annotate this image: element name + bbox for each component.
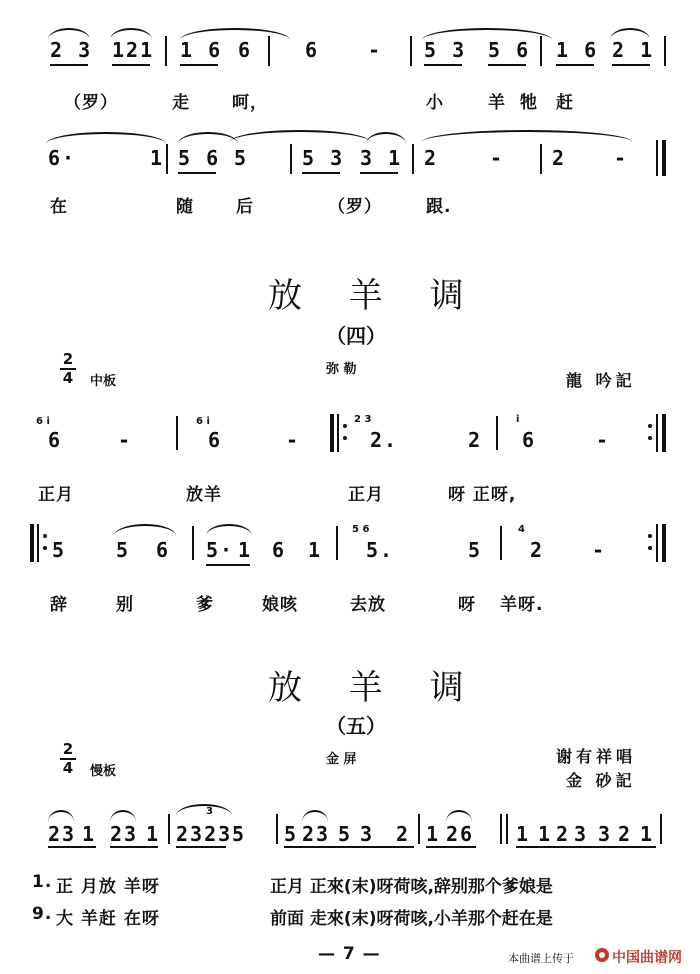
note: 1 xyxy=(238,538,253,562)
note: 23 xyxy=(110,822,139,846)
dash: - xyxy=(592,538,607,562)
lyric: 牠 xyxy=(520,93,538,113)
lyric: 羊呀. xyxy=(500,595,544,615)
slur xyxy=(230,130,370,142)
note: 1 xyxy=(82,822,97,846)
lyric: 羊 xyxy=(488,93,506,113)
repeat-dot xyxy=(343,436,347,440)
note: 3 xyxy=(574,822,589,846)
underline xyxy=(206,564,250,566)
underline xyxy=(48,846,96,848)
note: 6 xyxy=(238,38,253,62)
slur xyxy=(48,810,74,822)
final-barline xyxy=(662,140,666,176)
barline xyxy=(656,140,658,176)
grace-notes: 5 6 xyxy=(352,524,370,535)
lyric: 放羊 xyxy=(186,485,222,505)
tempo-marking: 慢板 xyxy=(90,764,117,779)
dash: - xyxy=(368,38,383,62)
verse-number: 9. xyxy=(32,904,53,924)
note: 6· xyxy=(48,146,77,170)
slur xyxy=(114,524,176,536)
lyric: 在 xyxy=(50,197,68,217)
barline xyxy=(500,814,502,844)
note: 5 xyxy=(116,538,131,562)
barline xyxy=(336,526,338,560)
note: 23 xyxy=(302,822,331,846)
underline xyxy=(284,846,414,848)
barline xyxy=(166,144,168,174)
transcriber-credit: 龍 吟記 xyxy=(566,371,636,390)
underline xyxy=(178,172,216,174)
barline xyxy=(660,814,662,844)
grace-notes: 6 i xyxy=(36,416,50,427)
slur xyxy=(206,524,252,536)
lyric: 正月 xyxy=(38,485,74,505)
site-logo-icon xyxy=(594,947,610,967)
barline xyxy=(290,144,292,174)
lyric: 正 月放 羊呀 xyxy=(56,877,160,897)
lyric: 大 羊赶 在呀 xyxy=(56,909,160,929)
barline xyxy=(176,416,178,450)
underline xyxy=(426,846,476,848)
note-group: 5 3 xyxy=(424,38,467,62)
note: 2 xyxy=(530,538,545,562)
barline xyxy=(165,36,167,66)
dash: - xyxy=(286,428,301,452)
lyric: 赶 xyxy=(556,93,574,113)
slur xyxy=(110,810,136,822)
barline xyxy=(540,144,542,174)
note-group: 2 1 xyxy=(612,38,655,62)
note: 1 xyxy=(308,538,323,562)
note: 1 xyxy=(640,822,655,846)
lyric: （罗） xyxy=(328,197,382,217)
time-signature: 2 4 xyxy=(60,352,76,386)
song-title: 放 羊 调 xyxy=(268,668,482,708)
note: 5 xyxy=(234,146,249,170)
note: 23 xyxy=(48,822,77,846)
note: 5 xyxy=(284,822,299,846)
note: 2 xyxy=(468,428,483,452)
underline xyxy=(302,172,340,174)
barline xyxy=(268,36,270,66)
song-title: 放 羊 调 xyxy=(268,276,482,316)
grace-notes: 2 3 xyxy=(354,414,372,425)
dash: - xyxy=(614,146,629,170)
barline xyxy=(496,416,498,450)
lyric: 呀 xyxy=(458,595,476,615)
lyric: 正月 正來(末)呀荷咳,辞别那个爹娘是 xyxy=(270,877,553,897)
lyric: 辞 xyxy=(50,595,68,615)
barline xyxy=(410,36,412,66)
lyric: 走 xyxy=(172,93,190,113)
lyric: 去放 xyxy=(350,595,386,615)
note-group: 1 6 xyxy=(180,38,223,62)
underline xyxy=(612,64,650,66)
note-group: 2 3 xyxy=(50,38,93,62)
note: 26 xyxy=(446,822,475,846)
repeat-end xyxy=(662,414,666,452)
note: 5. xyxy=(366,538,395,562)
barline xyxy=(276,814,278,844)
lyric: 正月 xyxy=(348,485,384,505)
slur xyxy=(178,132,238,144)
repeat-dot xyxy=(343,424,347,428)
barline xyxy=(506,814,508,844)
note: 2 xyxy=(618,822,633,846)
repeat-dot xyxy=(648,534,652,538)
note-group: 5 6 xyxy=(488,38,531,62)
grace-notes: 4 xyxy=(518,524,525,535)
song-number: （四） xyxy=(326,324,386,348)
underline xyxy=(112,64,150,66)
site-name[interactable]: 中国曲谱网 xyxy=(612,950,682,966)
dash: - xyxy=(490,146,505,170)
note-group: 121 xyxy=(112,38,155,62)
underline xyxy=(516,846,656,848)
note: 5 xyxy=(52,538,67,562)
note: 1 xyxy=(146,822,161,846)
repeat-dot xyxy=(43,534,47,538)
underline xyxy=(110,846,158,848)
note: 2. xyxy=(370,428,399,452)
lyric: 爹 xyxy=(196,595,214,615)
dash: - xyxy=(118,428,133,452)
note: 2 xyxy=(396,822,411,846)
triplet-mark: 3 xyxy=(206,806,213,817)
slur xyxy=(46,132,166,144)
barline xyxy=(656,524,658,562)
repeat-end xyxy=(662,524,666,562)
slur xyxy=(176,804,232,816)
lyric: 跟. xyxy=(426,197,452,217)
tempo-marking: 中板 xyxy=(90,374,117,389)
underline xyxy=(424,64,462,66)
slur xyxy=(422,130,632,142)
slur xyxy=(302,810,328,822)
verse-number: 1. xyxy=(32,872,53,892)
lyric: 小 xyxy=(426,93,444,113)
note: 6 xyxy=(305,38,320,62)
note: 5 xyxy=(468,538,483,562)
repeat-dot xyxy=(648,436,652,440)
song-number: （五） xyxy=(326,714,386,738)
barline xyxy=(337,414,339,452)
slur xyxy=(366,132,406,144)
slur xyxy=(446,810,472,822)
lyric: 呀 正呀, xyxy=(448,485,517,505)
note: 3 xyxy=(598,822,613,846)
barline xyxy=(192,526,194,560)
note: 6 xyxy=(156,538,171,562)
underline xyxy=(50,64,88,66)
note: 1 xyxy=(516,822,531,846)
note-group: 3 1 xyxy=(360,146,403,170)
note: 5 xyxy=(232,822,247,846)
barline xyxy=(540,36,542,66)
underline xyxy=(176,846,226,848)
lyric: 前面 走來(末)呀荷咳,小羊那个赶在是 xyxy=(270,909,553,929)
lyric: 随 xyxy=(176,197,194,217)
lyric: 后 xyxy=(236,197,254,217)
note: 1 xyxy=(150,146,165,170)
repeat-dot xyxy=(648,424,652,428)
page-number: — 7 — xyxy=(318,944,381,964)
upload-note: 本曲谱上传于 xyxy=(508,952,574,965)
singer-credit: 谢有祥唱 xyxy=(556,747,637,766)
note: 5· xyxy=(206,538,235,562)
barline xyxy=(664,36,666,66)
note: 1 xyxy=(538,822,553,846)
note: 1 xyxy=(426,822,441,846)
barline xyxy=(656,414,658,452)
note: 6 xyxy=(48,428,63,452)
underline xyxy=(556,64,594,66)
repeat-dot xyxy=(43,546,47,550)
transcriber-credit: 金 砂記 xyxy=(566,771,636,790)
lyric: 别 xyxy=(116,595,134,615)
note-group: 5 3 xyxy=(302,146,345,170)
lyric: 呵， xyxy=(232,93,268,113)
note: 2 xyxy=(556,822,571,846)
note-group: 1 6 xyxy=(556,38,599,62)
repeat-start xyxy=(30,524,34,562)
barline xyxy=(418,814,420,844)
time-signature: 2 4 xyxy=(60,742,76,776)
note: 2 xyxy=(424,146,439,170)
barline xyxy=(168,814,170,844)
region-label: 金 屏 xyxy=(326,752,357,767)
dash: - xyxy=(596,428,611,452)
barline xyxy=(412,144,414,174)
note: 2323 xyxy=(176,822,233,846)
underline xyxy=(360,172,398,174)
note: 6 xyxy=(522,428,537,452)
region-label: 弥 勒 xyxy=(326,362,357,377)
barline xyxy=(37,524,39,562)
grace-notes: 6 i xyxy=(196,416,210,427)
note: 6 xyxy=(272,538,287,562)
repeat-start xyxy=(330,414,334,452)
underline xyxy=(180,64,218,66)
barline xyxy=(500,526,502,560)
note-group: 5 6 xyxy=(178,146,221,170)
repeat-dot xyxy=(648,546,652,550)
note: 6 xyxy=(208,428,223,452)
lyric: （罗） xyxy=(64,93,118,113)
grace-notes: i xyxy=(516,414,520,425)
note: 3 xyxy=(360,822,375,846)
note: 5 xyxy=(338,822,353,846)
lyric: 娘咳 xyxy=(262,595,298,615)
underline xyxy=(488,64,526,66)
note: 2 xyxy=(552,146,567,170)
